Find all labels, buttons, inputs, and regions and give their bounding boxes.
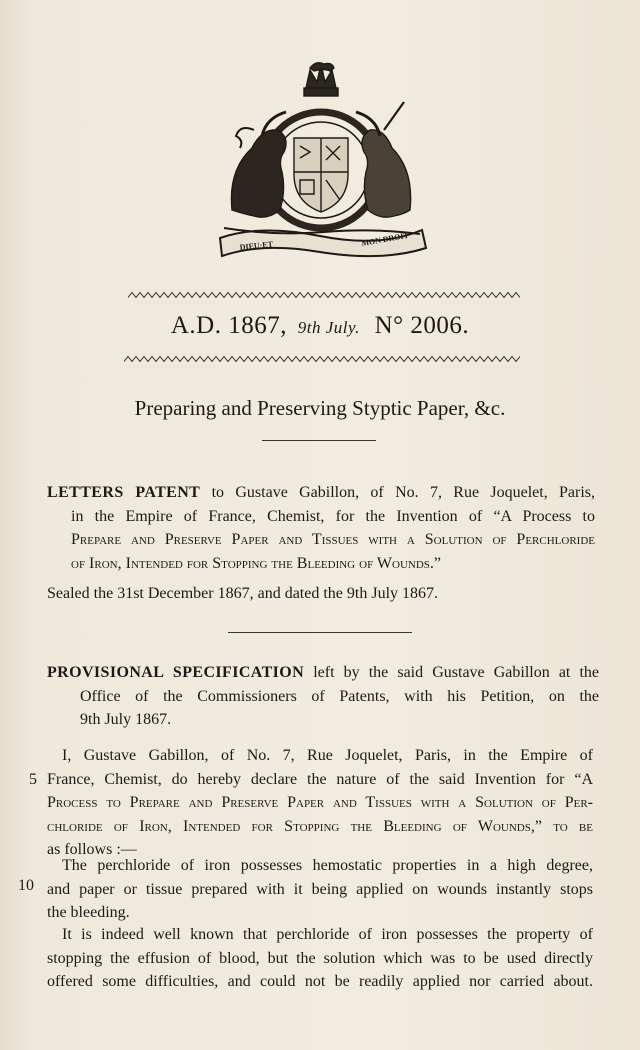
p2-line-2: and paper or tissue prepared with it being applied on wounds instantly stops (47, 880, 593, 898)
patent-year: A.D. 1867, (170, 312, 287, 339)
p1-line-5: as follows :— (47, 841, 137, 859)
provisional-line-1: left by the said Gustave Gabillon at the (313, 664, 600, 681)
p1-line-4: chloride of Iron, Intended for Stopping the Bleeding of Wounds,” to be (47, 817, 593, 835)
letters-patent-line-1: to Gustave Gabillon, of No. 7, Rue Joquelet, Paris, (211, 484, 596, 501)
title-rule (262, 440, 376, 441)
provisional-line-3: 9th July 1867. (80, 711, 172, 729)
letters-patent-line-2: in the Empire of France, Chemist, for the Invention of “A Process to (71, 507, 595, 525)
p3-line-2: stopping the effusion of blood, but the solution which was to be used directly (47, 949, 593, 967)
royal-coat-of-arms-icon (214, 60, 428, 260)
patent-title: Preparing and Preserving Styptic Paper, &c. (134, 396, 506, 420)
p2-line-1: The perchloride of iron possesses hemostatic properties in a high degree, (62, 857, 593, 874)
ornamental-rule-top (128, 291, 520, 299)
letters-patent-line-3: Prepare and Preserve Paper and Tissues with a Solution of Perchloride (71, 531, 595, 549)
date-number-line (0, 312, 640, 340)
margin-line-number-5: 5 (29, 771, 37, 788)
letters-patent-line-4: of Iron, Intended for Stopping the Bleeding of Wounds.” (71, 554, 441, 572)
sealed-line: Sealed the 31st December 1867, and dated the 9th July 1867. (47, 585, 439, 602)
provisional-specification-paragraph (47, 661, 599, 732)
provisional-line-2: Office of the Commissioners of Patents, with his Petition, on the (80, 687, 599, 705)
provisional-heading: PROVISIONAL SPECIFICATION (47, 664, 305, 681)
section-rule (228, 632, 412, 633)
svg-text:MON DROIT: MON DROIT (360, 230, 410, 248)
ornamental-rule-bottom (124, 355, 520, 363)
svg-text:DIEU·ET: DIEU·ET (239, 239, 274, 252)
p1-line-2: France, Chemist, do hereby declare the nature of the said Invention for “A (47, 770, 593, 788)
patent-date: 9th July. (297, 318, 360, 337)
patent-number: N° 2006. (374, 312, 470, 339)
body-paragraph-2 (47, 854, 593, 925)
margin-line-number-10: 10 (18, 877, 34, 894)
p3-line-3: offered some difficulties, and could not be readily applied nor carried about. (47, 973, 593, 991)
letters-patent-paragraph (47, 481, 595, 575)
letters-patent-heading: LETTERS PATENT (47, 484, 201, 501)
p1-line-3: Process to Prepare and Preserve Paper and Tissues with a Solution of Per- (47, 794, 593, 812)
body-paragraph-3 (47, 923, 593, 994)
body-paragraph-1 (47, 744, 593, 862)
p3-line-1: It is indeed well known that perchloride of iron possesses the property of (62, 926, 593, 943)
p2-line-3: the bleeding. (47, 904, 130, 922)
p1-line-1: I, Gustave Gabillon, of No. 7, Rue Joquelet, Paris, in the Empire of (62, 747, 593, 764)
